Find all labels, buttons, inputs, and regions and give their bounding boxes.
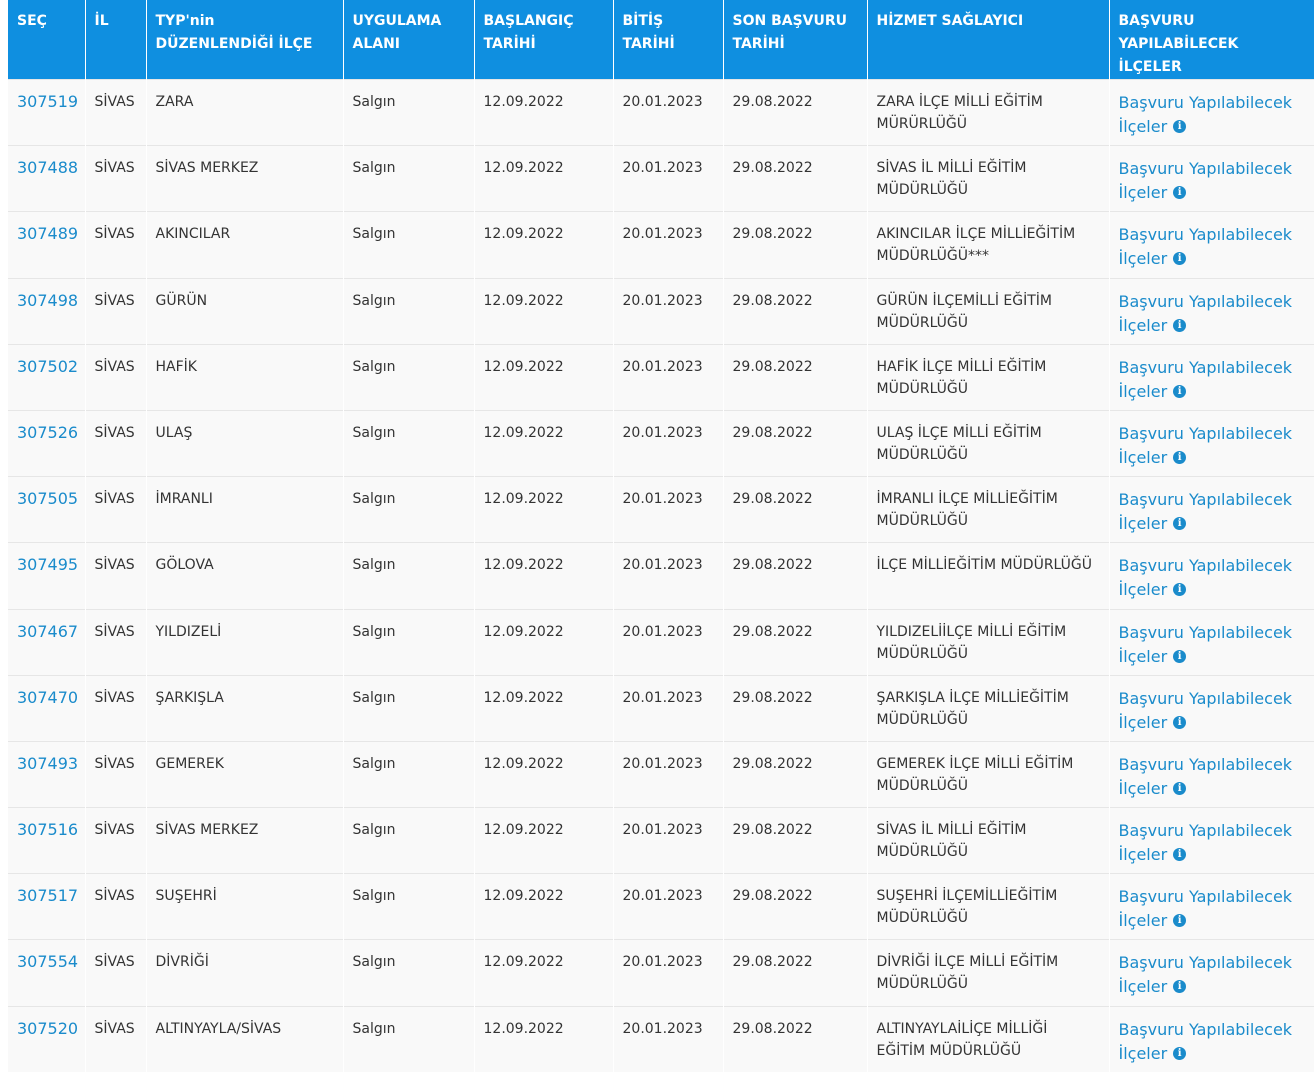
select-link[interactable]: 307493: [17, 754, 78, 773]
ilceler-cell: [1109, 675, 1314, 741]
select-link[interactable]: 307489: [17, 224, 78, 243]
info-icon[interactable]: i: [1173, 385, 1186, 398]
header-ilceler[interactable]: BAŞVURU YAPILABİLECEK İLÇELER: [1109, 0, 1314, 80]
select-link[interactable]: 307495: [17, 555, 78, 574]
ilce-cell: SİVAS MERKEZ: [146, 146, 343, 212]
il-cell: SİVAS: [85, 675, 146, 741]
info-icon[interactable]: i: [1173, 716, 1186, 729]
saglayici-cell: DİVRİĞİ İLÇE MİLLİ EĞİTİM MÜDÜRLÜĞÜ: [867, 940, 1109, 1006]
table-header: [8, 0, 1314, 80]
sec-cell: [8, 675, 85, 741]
saglayici-cell: HAFİK İLÇE MİLLİ EĞİTİM MÜDÜRLÜĞÜ: [867, 344, 1109, 410]
baslangic-cell: 12.09.2022: [474, 675, 613, 741]
sec-cell: [8, 278, 85, 344]
basvuru-ilceler-link[interactable]: [1119, 424, 1293, 467]
son-basvuru-cell: 29.08.2022: [723, 940, 867, 1006]
info-icon[interactable]: i: [1173, 1047, 1186, 1060]
son-basvuru-cell: 29.08.2022: [723, 609, 867, 675]
info-icon[interactable]: i: [1173, 319, 1186, 332]
ilceler-cell: [1109, 278, 1314, 344]
bitis-cell: 20.01.2023: [613, 477, 723, 543]
baslangic-cell: 12.09.2022: [474, 212, 613, 278]
alan-cell: Salgın: [343, 344, 474, 410]
bitis-cell: 20.01.2023: [613, 874, 723, 940]
info-icon[interactable]: i: [1173, 252, 1186, 265]
info-icon[interactable]: i: [1173, 186, 1186, 199]
ilceler-cell: [1109, 543, 1314, 609]
select-link[interactable]: 307554: [17, 952, 78, 971]
bitis-cell: 20.01.2023: [613, 410, 723, 476]
listing-table: [8, 0, 1314, 1072]
select-link[interactable]: 307517: [17, 886, 78, 905]
baslangic-cell: 12.09.2022: [474, 543, 613, 609]
ilceler-cell: [1109, 146, 1314, 212]
alan-cell: Salgın: [343, 477, 474, 543]
table-row: [8, 609, 1314, 675]
sec-cell: [8, 808, 85, 874]
sec-cell: [8, 1006, 85, 1072]
sec-cell: [8, 80, 85, 146]
basvuru-ilceler-link[interactable]: [1119, 490, 1293, 533]
saglayici-cell: SİVAS İL MİLLİ EĞİTİM MÜDÜRLÜĞÜ: [867, 808, 1109, 874]
alan-cell: Salgın: [343, 940, 474, 1006]
il-cell: SİVAS: [85, 741, 146, 807]
alan-cell: Salgın: [343, 1006, 474, 1072]
header-bitis[interactable]: BİTİŞ TARİHİ: [613, 0, 723, 80]
header-il[interactable]: İL: [85, 0, 146, 80]
header-alan[interactable]: UYGULAMA ALANI: [343, 0, 474, 80]
saglayici-cell: İLÇE MİLLİEĞİTİM MÜDÜRLÜĞÜ: [867, 543, 1109, 609]
ilceler-cell: [1109, 344, 1314, 410]
sec-cell: [8, 212, 85, 278]
sec-cell: [8, 609, 85, 675]
ilce-cell: SİVAS MERKEZ: [146, 808, 343, 874]
info-icon[interactable]: i: [1173, 980, 1186, 993]
bitis-cell: 20.01.2023: [613, 543, 723, 609]
baslangic-cell: 12.09.2022: [474, 477, 613, 543]
basvuru-ilceler-label: Başvuru Yapılabilecek İlçeler: [1119, 689, 1293, 732]
saglayici-cell: GEMEREK İLÇE MİLLİ EĞİTİM MÜDÜRLÜĞÜ: [867, 741, 1109, 807]
sec-cell: [8, 344, 85, 410]
select-link[interactable]: 307519: [17, 92, 78, 111]
saglayici-cell: GÜRÜN İLÇEMİLLİ EĞİTİM MÜDÜRLÜĞÜ: [867, 278, 1109, 344]
select-link[interactable]: 307470: [17, 688, 78, 707]
il-cell: SİVAS: [85, 1006, 146, 1072]
ilce-cell: SUŞEHRİ: [146, 874, 343, 940]
il-cell: SİVAS: [85, 278, 146, 344]
ilce-cell: HAFİK: [146, 344, 343, 410]
info-icon[interactable]: i: [1173, 120, 1186, 133]
ilceler-cell: [1109, 410, 1314, 476]
bitis-cell: 20.01.2023: [613, 278, 723, 344]
info-icon[interactable]: i: [1173, 451, 1186, 464]
alan-cell: Salgın: [343, 808, 474, 874]
basvuru-ilceler-label: Başvuru Yapılabilecek İlçeler: [1119, 225, 1293, 268]
baslangic-cell: 12.09.2022: [474, 80, 613, 146]
basvuru-ilceler-link[interactable]: [1119, 887, 1293, 930]
son-basvuru-cell: 29.08.2022: [723, 344, 867, 410]
select-link[interactable]: 307467: [17, 622, 78, 641]
table-row: [8, 1006, 1314, 1072]
ilce-cell: AKINCILAR: [146, 212, 343, 278]
son-basvuru-cell: 29.08.2022: [723, 808, 867, 874]
basvuru-ilceler-label: Başvuru Yapılabilecek İlçeler: [1119, 292, 1293, 335]
select-link[interactable]: 307516: [17, 820, 78, 839]
ilce-cell: DİVRİĞİ: [146, 940, 343, 1006]
saglayici-cell: ALTINYAYLAİLİÇE MİLLİĞİ EĞİTİM MÜDÜRLÜĞÜ: [867, 1006, 1109, 1072]
son-basvuru-cell: 29.08.2022: [723, 1006, 867, 1072]
basvuru-ilceler-link[interactable]: [1119, 159, 1293, 202]
son-basvuru-cell: 29.08.2022: [723, 675, 867, 741]
sec-cell: [8, 741, 85, 807]
basvuru-ilceler-label: Başvuru Yapılabilecek İlçeler: [1119, 821, 1293, 864]
alan-cell: Salgın: [343, 278, 474, 344]
son-basvuru-cell: 29.08.2022: [723, 80, 867, 146]
baslangic-cell: 12.09.2022: [474, 874, 613, 940]
alan-cell: Salgın: [343, 675, 474, 741]
alan-cell: Salgın: [343, 146, 474, 212]
table-row: [8, 344, 1314, 410]
table-row: [8, 874, 1314, 940]
info-icon[interactable]: i: [1173, 782, 1186, 795]
header-saglayici[interactable]: HİZMET SAĞLAYICI: [867, 0, 1109, 80]
il-cell: SİVAS: [85, 543, 146, 609]
il-cell: SİVAS: [85, 344, 146, 410]
table-row: [8, 477, 1314, 543]
alan-cell: Salgın: [343, 543, 474, 609]
ilce-cell: GÜRÜN: [146, 278, 343, 344]
saglayici-cell: ZARA İLÇE MİLLİ EĞİTİM MÜRÜRLÜĞÜ: [867, 80, 1109, 146]
bitis-cell: 20.01.2023: [613, 741, 723, 807]
basvuru-ilceler-link[interactable]: [1119, 689, 1293, 732]
baslangic-cell: 12.09.2022: [474, 609, 613, 675]
info-icon[interactable]: i: [1173, 583, 1186, 596]
son-basvuru-cell: 29.08.2022: [723, 543, 867, 609]
header-sec[interactable]: SEÇ: [8, 0, 85, 80]
baslangic-cell: 12.09.2022: [474, 808, 613, 874]
ilce-cell: YILDIZELİ: [146, 609, 343, 675]
ilceler-cell: [1109, 609, 1314, 675]
info-icon[interactable]: i: [1173, 517, 1186, 530]
basvuru-ilceler-label: Başvuru Yapılabilecek İlçeler: [1119, 556, 1293, 599]
select-link[interactable]: 307488: [17, 158, 78, 177]
il-cell: SİVAS: [85, 477, 146, 543]
bitis-cell: 20.01.2023: [613, 80, 723, 146]
header-ilce[interactable]: TYP'nin DÜZENLENDİĞİ İLÇE: [146, 0, 343, 80]
ilceler-cell: [1109, 808, 1314, 874]
table-body: [8, 80, 1314, 1072]
table-row: [8, 80, 1314, 146]
il-cell: SİVAS: [85, 146, 146, 212]
basvuru-ilceler-link[interactable]: [1119, 755, 1293, 798]
ilce-cell: ZARA: [146, 80, 343, 146]
basvuru-ilceler-label: Başvuru Yapılabilecek İlçeler: [1119, 424, 1293, 467]
ilce-cell: ALTINYAYLA/SİVAS: [146, 1006, 343, 1072]
sec-cell: [8, 874, 85, 940]
il-cell: SİVAS: [85, 80, 146, 146]
info-icon[interactable]: i: [1173, 848, 1186, 861]
ilceler-cell: [1109, 940, 1314, 1006]
son-basvuru-cell: 29.08.2022: [723, 212, 867, 278]
table-row: [8, 278, 1314, 344]
baslangic-cell: 12.09.2022: [474, 741, 613, 807]
table-row: [8, 741, 1314, 807]
son-basvuru-cell: 29.08.2022: [723, 410, 867, 476]
basvuru-ilceler-link[interactable]: [1119, 292, 1293, 335]
basvuru-ilceler-label: Başvuru Yapılabilecek İlçeler: [1119, 953, 1293, 996]
basvuru-ilceler-link[interactable]: [1119, 821, 1293, 864]
ilceler-cell: [1109, 1006, 1314, 1072]
table-row: [8, 410, 1314, 476]
select-link[interactable]: 307526: [17, 423, 78, 442]
table-row: [8, 212, 1314, 278]
basvuru-ilceler-label: Başvuru Yapılabilecek İlçeler: [1119, 159, 1293, 202]
info-icon[interactable]: i: [1173, 650, 1186, 663]
table-row: [8, 543, 1314, 609]
sec-cell: [8, 940, 85, 1006]
il-cell: SİVAS: [85, 212, 146, 278]
bitis-cell: 20.01.2023: [613, 940, 723, 1006]
il-cell: SİVAS: [85, 874, 146, 940]
il-cell: SİVAS: [85, 609, 146, 675]
ilceler-cell: [1109, 874, 1314, 940]
saglayici-cell: AKINCILAR İLÇE MİLLİEĞİTİM MÜDÜRLÜĞÜ***: [867, 212, 1109, 278]
ilce-cell: ŞARKIŞLA: [146, 675, 343, 741]
basvuru-ilceler-label: Başvuru Yapılabilecek İlçeler: [1119, 1020, 1293, 1063]
bitis-cell: 20.01.2023: [613, 1006, 723, 1072]
son-basvuru-cell: 29.08.2022: [723, 741, 867, 807]
basvuru-ilceler-label: Başvuru Yapılabilecek İlçeler: [1119, 887, 1293, 930]
baslangic-cell: 12.09.2022: [474, 344, 613, 410]
bitis-cell: 20.01.2023: [613, 675, 723, 741]
ilceler-cell: [1109, 80, 1314, 146]
bitis-cell: 20.01.2023: [613, 212, 723, 278]
alan-cell: Salgın: [343, 874, 474, 940]
baslangic-cell: 12.09.2022: [474, 410, 613, 476]
table-row: [8, 940, 1314, 1006]
table-row: [8, 808, 1314, 874]
bitis-cell: 20.01.2023: [613, 808, 723, 874]
basvuru-ilceler-label: Başvuru Yapılabilecek İlçeler: [1119, 755, 1293, 798]
saglayici-cell: ŞARKIŞLA İLÇE MİLLİEĞİTİM MÜDÜRLÜĞÜ: [867, 675, 1109, 741]
son-basvuru-cell: 29.08.2022: [723, 477, 867, 543]
baslangic-cell: 12.09.2022: [474, 278, 613, 344]
baslangic-cell: 12.09.2022: [474, 146, 613, 212]
basvuru-ilceler-label: Başvuru Yapılabilecek İlçeler: [1119, 623, 1293, 666]
basvuru-ilceler-label: Başvuru Yapılabilecek İlçeler: [1119, 358, 1293, 401]
saglayici-cell: İMRANLI İLÇE MİLLİEĞİTİM MÜDÜRLÜĞÜ: [867, 477, 1109, 543]
ilce-cell: GEMEREK: [146, 741, 343, 807]
basvuru-ilceler-link[interactable]: [1119, 556, 1293, 599]
alan-cell: Salgın: [343, 80, 474, 146]
bitis-cell: 20.01.2023: [613, 146, 723, 212]
ilce-cell: ULAŞ: [146, 410, 343, 476]
alan-cell: Salgın: [343, 410, 474, 476]
ilceler-cell: [1109, 212, 1314, 278]
basvuru-ilceler-label: Başvuru Yapılabilecek İlçeler: [1119, 93, 1293, 136]
alan-cell: Salgın: [343, 212, 474, 278]
il-cell: SİVAS: [85, 410, 146, 476]
bitis-cell: 20.01.2023: [613, 344, 723, 410]
son-basvuru-cell: 29.08.2022: [723, 278, 867, 344]
ilce-cell: GÖLOVA: [146, 543, 343, 609]
basvuru-ilceler-link[interactable]: [1119, 93, 1293, 136]
il-cell: SİVAS: [85, 808, 146, 874]
select-link[interactable]: 307502: [17, 357, 78, 376]
sec-cell: [8, 543, 85, 609]
saglayici-cell: YILDIZELİİLÇE MİLLİ EĞİTİM MÜDÜRLÜĞÜ: [867, 609, 1109, 675]
baslangic-cell: 12.09.2022: [474, 940, 613, 1006]
basvuru-ilceler-label: Başvuru Yapılabilecek İlçeler: [1119, 490, 1293, 533]
select-link[interactable]: 307520: [17, 1019, 78, 1038]
sec-cell: [8, 477, 85, 543]
basvuru-ilceler-link[interactable]: [1119, 623, 1293, 666]
basvuru-ilceler-link[interactable]: [1119, 358, 1293, 401]
table-row: [8, 675, 1314, 741]
table-row: [8, 146, 1314, 212]
saglayici-cell: ULAŞ İLÇE MİLLİ EĞİTİM MÜDÜRLÜĞÜ: [867, 410, 1109, 476]
alan-cell: Salgın: [343, 609, 474, 675]
basvuru-ilceler-link[interactable]: [1119, 1020, 1293, 1063]
select-link[interactable]: 307498: [17, 291, 78, 310]
ilceler-cell: [1109, 741, 1314, 807]
baslangic-cell: 12.09.2022: [474, 1006, 613, 1072]
sec-cell: [8, 410, 85, 476]
alan-cell: Salgın: [343, 741, 474, 807]
header-son-basvuru[interactable]: SON BAŞVURU TARİHİ: [723, 0, 867, 80]
il-cell: SİVAS: [85, 940, 146, 1006]
select-link[interactable]: 307505: [17, 489, 78, 508]
basvuru-ilceler-link[interactable]: [1119, 953, 1293, 996]
basvuru-ilceler-link[interactable]: [1119, 225, 1293, 268]
sec-cell: [8, 146, 85, 212]
header-baslangic[interactable]: BAŞLANGIÇ TARİHİ: [474, 0, 613, 80]
saglayici-cell: SİVAS İL MİLLİ EĞİTİM MÜDÜRLÜĞÜ: [867, 146, 1109, 212]
bitis-cell: 20.01.2023: [613, 609, 723, 675]
info-icon[interactable]: i: [1173, 914, 1186, 927]
ilce-cell: İMRANLI: [146, 477, 343, 543]
son-basvuru-cell: 29.08.2022: [723, 874, 867, 940]
son-basvuru-cell: 29.08.2022: [723, 146, 867, 212]
saglayici-cell: SUŞEHRİ İLÇEMİLLİEĞİTİM MÜDÜRLÜĞÜ: [867, 874, 1109, 940]
ilceler-cell: [1109, 477, 1314, 543]
